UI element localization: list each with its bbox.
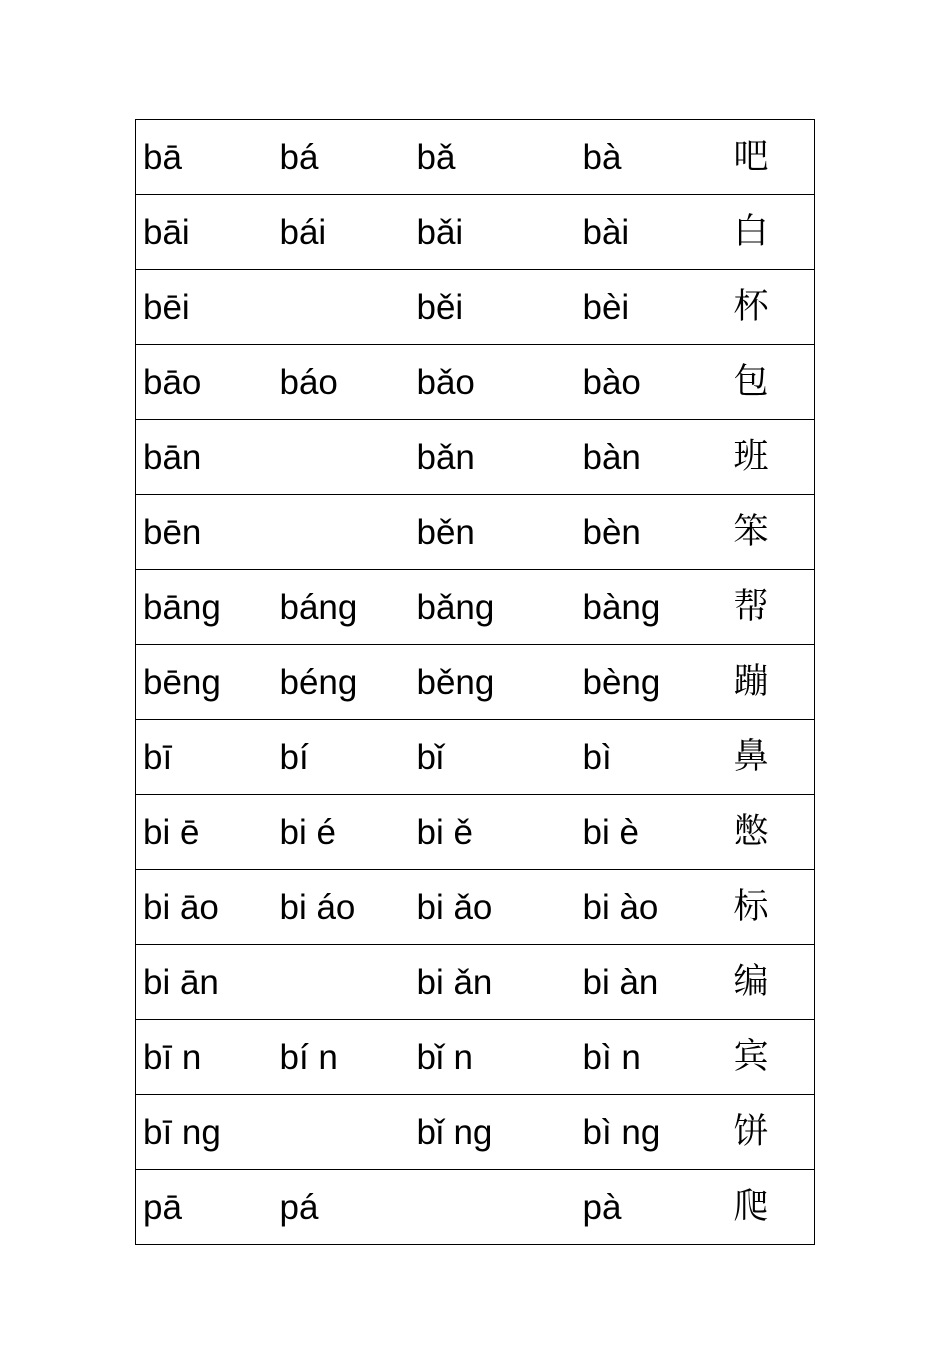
pinyin-tone4: bàn [576,420,734,495]
table-row [136,195,815,270]
table-row [136,345,815,420]
pinyin-tone4: bi àn [576,945,734,1020]
pinyin-tone3: bi ě [410,795,576,870]
pinyin-tone3: běi [410,270,576,345]
pinyin-tone1: bēn [136,495,273,570]
pinyin-tone3: bi ǎn [410,945,576,1020]
pinyin-tone2 [273,495,410,570]
pinyin-tone2: báo [273,345,410,420]
table-row [136,945,815,1020]
table-row [136,570,815,645]
pinyin-tone1: bāng [136,570,273,645]
pinyin-tone2 [273,945,410,1020]
pinyin-tone2 [273,270,410,345]
pinyin-tone4: bi è [576,795,734,870]
pinyin-tone3: bǐ [410,720,576,795]
pinyin-tone2 [273,1095,410,1170]
hanzi-character: 班 [734,420,815,495]
pinyin-tone2: bi áo [273,870,410,945]
table-row [136,720,815,795]
pinyin-tone1: bī ng [136,1095,273,1170]
pinyin-tone2: bí n [273,1020,410,1095]
pinyin-tone3: bǎi [410,195,576,270]
pinyin-table [135,119,815,1245]
pinyin-tone3: běng [410,645,576,720]
pinyin-tone4: bàng [576,570,734,645]
pinyin-tone1: bāo [136,345,273,420]
table-row [136,495,815,570]
table-row [136,645,815,720]
pinyin-tone1: bi āo [136,870,273,945]
table-row [136,795,815,870]
pinyin-tone4: bèn [576,495,734,570]
pinyin-tone3: bǐ ng [410,1095,576,1170]
pinyin-tone4: bi ào [576,870,734,945]
pinyin-tone1: bī [136,720,273,795]
pinyin-tone3 [410,1170,576,1245]
hanzi-character: 鼻 [734,720,815,795]
hanzi-character: 帮 [734,570,815,645]
pinyin-tone3: bǐ n [410,1020,576,1095]
pinyin-tone1: bī n [136,1020,273,1095]
pinyin-tone3: bǎ [410,120,576,195]
pinyin-tone3: bi ǎo [410,870,576,945]
pinyin-tone3: běn [410,495,576,570]
table-row [136,1095,815,1170]
pinyin-tone4: bài [576,195,734,270]
hanzi-character: 吧 [734,120,815,195]
hanzi-character: 爬 [734,1170,815,1245]
hanzi-character: 包 [734,345,815,420]
hanzi-character: 蹦 [734,645,815,720]
pinyin-tone3: bǎng [410,570,576,645]
hanzi-character: 宾 [734,1020,815,1095]
table-row [136,870,815,945]
pinyin-tone4: bèng [576,645,734,720]
hanzi-character: 杯 [734,270,815,345]
pinyin-tone1: pā [136,1170,273,1245]
pinyin-tone4: bào [576,345,734,420]
pinyin-tone4: pà [576,1170,734,1245]
hanzi-character: 白 [734,195,815,270]
pinyin-tone4: bà [576,120,734,195]
table-row [136,420,815,495]
pinyin-tone4: bì n [576,1020,734,1095]
pinyin-tone3: bǎo [410,345,576,420]
pinyin-tone2: báng [273,570,410,645]
hanzi-character: 编 [734,945,815,1020]
pinyin-tone1: bēi [136,270,273,345]
hanzi-character: 标 [734,870,815,945]
pinyin-tone1: bēng [136,645,273,720]
table-row [136,1020,815,1095]
pinyin-tone1: bā [136,120,273,195]
pinyin-tone1: bāi [136,195,273,270]
pinyin-tone2: bá [273,120,410,195]
pinyin-tone1: bi ān [136,945,273,1020]
pinyin-tone2: pá [273,1170,410,1245]
hanzi-character: 笨 [734,495,815,570]
pinyin-tone2: bí [273,720,410,795]
pinyin-tone1: bi ē [136,795,273,870]
pinyin-tone2: bái [273,195,410,270]
hanzi-character: 饼 [734,1095,815,1170]
table-row [136,1170,815,1245]
pinyin-tone2: béng [273,645,410,720]
hanzi-character: 憋 [734,795,815,870]
pinyin-tone1: bān [136,420,273,495]
pinyin-tone4: bì ng [576,1095,734,1170]
pinyin-tone4: bì [576,720,734,795]
table-row [136,270,815,345]
pinyin-tone2 [273,420,410,495]
pinyin-tone3: bǎn [410,420,576,495]
pinyin-tone2: bi é [273,795,410,870]
pinyin-tone4: bèi [576,270,734,345]
table-row [136,120,815,195]
